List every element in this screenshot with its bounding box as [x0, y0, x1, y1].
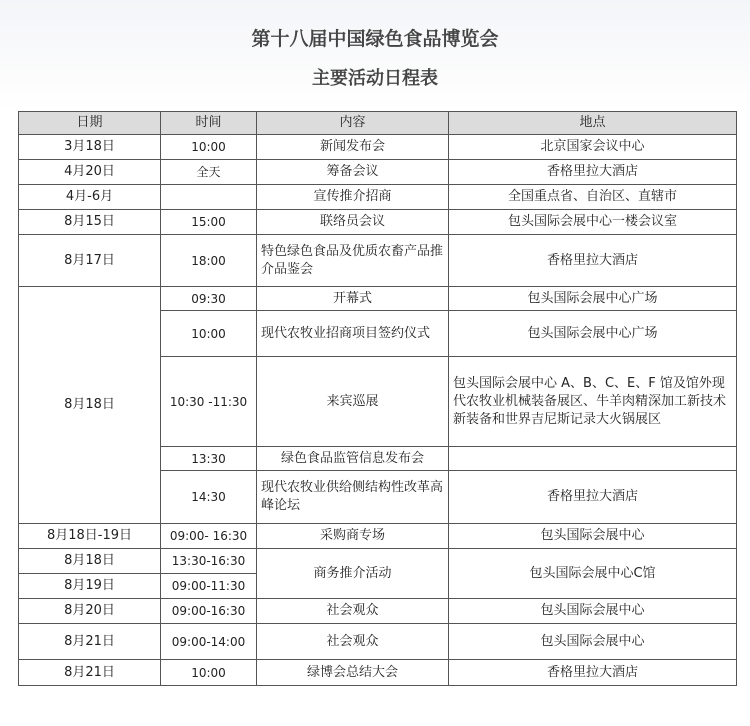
cell-location: 包头国际会展中心 [449, 624, 737, 660]
cell-content: 社会观众 [257, 599, 449, 624]
cell-location: 包头国际会展中心 A、B、C、E、F 馆及馆外现代农牧业机械装备展区、牛羊肉精深加工新技术新装备和世界吉尼斯记录大火锅展区 [449, 357, 737, 447]
table-row [19, 185, 737, 210]
header-background [0, 0, 750, 110]
table-row [19, 524, 737, 549]
cell-content: 开幕式 [257, 287, 449, 311]
cell-location: 包头国际会展中心 [449, 524, 737, 549]
cell-location: 包头国际会展中心广场 [449, 287, 737, 311]
cell-date: 8月18日-19日 [19, 524, 161, 549]
cell-location: 包头国际会展中心 [449, 599, 737, 624]
cell-time: 13:30-16:30 [161, 549, 257, 574]
cell-content: 现代农牧业招商项目签约仪式 [257, 311, 449, 357]
header-date: 日期 [19, 112, 161, 135]
cell-location: 包头国际会展中心C馆 [449, 549, 737, 599]
header-location: 地点 [449, 112, 737, 135]
cell-time: 09:00- 16:30 [161, 524, 257, 549]
cell-content: 绿博会总结大会 [257, 660, 449, 686]
cell-content: 绿色食品监管信息发布会 [257, 447, 449, 471]
table-row [19, 160, 737, 185]
cell-time: 10:00 [161, 660, 257, 686]
cell-date: 8月21日 [19, 624, 161, 660]
cell-date: 8月18日 [19, 549, 161, 574]
cell-time: 09:30 [161, 287, 257, 311]
page-title: 第十八届中国绿色食品博览会 [251, 28, 499, 50]
cell-time: 10:30 -11:30 [161, 357, 257, 447]
cell-date: 8月15日 [19, 210, 161, 235]
cell-location: 香格里拉大酒店 [449, 471, 737, 524]
cell-date: 8月18日 [19, 287, 161, 524]
cell-content: 社会观众 [257, 624, 449, 660]
cell-content: 筹备会议 [257, 160, 449, 185]
table-row [19, 599, 737, 624]
cell-content: 新闻发布会 [257, 135, 449, 160]
cell-time [161, 185, 257, 210]
cell-content: 采购商专场 [257, 524, 449, 549]
cell-date: 8月17日 [19, 235, 161, 287]
cell-date: 8月21日 [19, 660, 161, 686]
cell-time: 10:00 [161, 311, 257, 357]
cell-date: 3月18日 [19, 135, 161, 160]
cell-content: 特色绿色食品及优质农畜产品推介品鉴会 [257, 235, 449, 287]
cell-time: 10:00 [161, 135, 257, 160]
cell-location: 全国重点省、自治区、直辖市 [449, 185, 737, 210]
cell-time: 09:00-16:30 [161, 599, 257, 624]
table-row [19, 135, 737, 160]
table-row [19, 210, 737, 235]
cell-time: 14:30 [161, 471, 257, 524]
cell-content: 宣传推介招商 [257, 185, 449, 210]
header-content: 内容 [257, 112, 449, 135]
cell-location: 香格里拉大酒店 [449, 235, 737, 287]
cell-location: 包头国际会展中心一楼会议室 [449, 210, 737, 235]
table-row [19, 624, 737, 660]
table-header-row [19, 112, 737, 135]
cell-location: 包头国际会展中心广场 [449, 311, 737, 357]
cell-content: 来宾巡展 [257, 357, 449, 447]
cell-time: 15:00 [161, 210, 257, 235]
table-row [19, 660, 737, 686]
schedule-table [18, 111, 737, 686]
cell-date: 4月20日 [19, 160, 161, 185]
table-row [19, 235, 737, 287]
header-time: 时间 [161, 112, 257, 135]
cell-content: 联络员会议 [257, 210, 449, 235]
cell-location [449, 447, 737, 471]
cell-content: 现代农牧业供给侧结构性改革高峰论坛 [257, 471, 449, 524]
table-row [19, 549, 737, 574]
cell-location: 香格里拉大酒店 [449, 160, 737, 185]
cell-date: 8月19日 [19, 574, 161, 599]
page-subtitle: 主要活动日程表 [312, 68, 438, 89]
cell-content: 商务推介活动 [257, 549, 449, 599]
cell-date: 8月20日 [19, 599, 161, 624]
cell-location: 香格里拉大酒店 [449, 660, 737, 686]
table-row [19, 287, 737, 311]
cell-time: 13:30 [161, 447, 257, 471]
cell-location: 北京国家会议中心 [449, 135, 737, 160]
cell-time: 09:00-14:00 [161, 624, 257, 660]
cell-date: 4月-6月 [19, 185, 161, 210]
cell-time: 09:00-11:30 [161, 574, 257, 599]
cell-time: 全天 [161, 160, 257, 185]
cell-time: 18:00 [161, 235, 257, 287]
